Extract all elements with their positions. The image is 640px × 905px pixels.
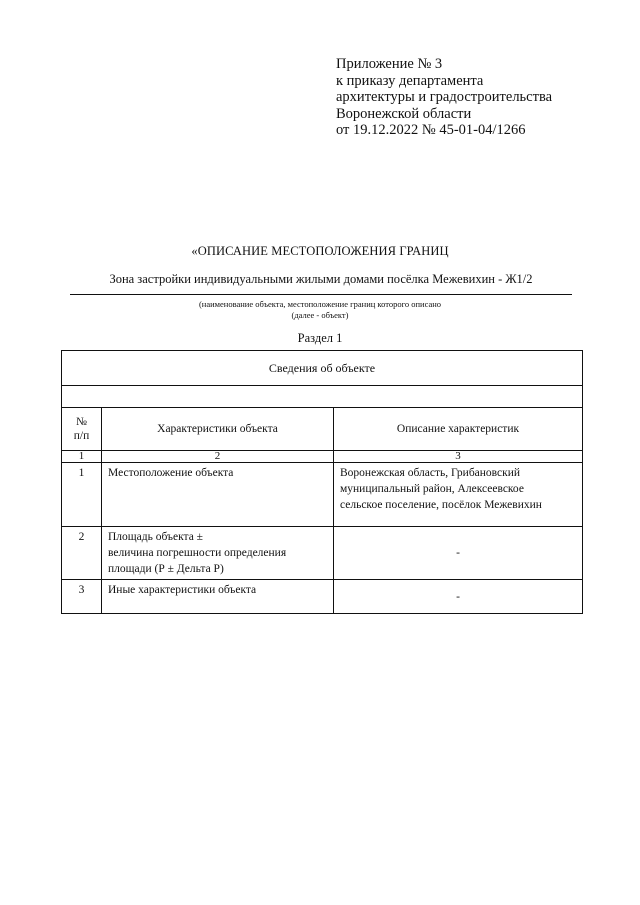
object-info-table	[61, 350, 583, 614]
table-row	[62, 463, 583, 527]
table-header-row	[62, 351, 583, 386]
row-description	[334, 463, 583, 527]
caption-line: (наименование объекта, местоположение границ которого описано	[198, 299, 442, 309]
object-name-underline	[70, 294, 572, 295]
table-empty-row	[62, 386, 583, 408]
appendix-line: к приказу департамента	[336, 72, 484, 89]
column-header-number	[62, 408, 102, 451]
row-characteristic-line: Площадь объекта ±	[108, 531, 203, 543]
object-name-caption	[0, 299, 640, 321]
row-description-line: Воронежская область, Грибановский	[340, 467, 521, 479]
row-characteristic-line: величина погрешности определения	[108, 547, 287, 559]
appendix-block	[336, 56, 552, 139]
table-header: Сведения об объекте	[62, 351, 583, 386]
appendix-order-line: от 19.12.2022 № 45-01-04/1266	[336, 122, 526, 138]
row-number: 2	[62, 527, 102, 580]
row-description: -	[334, 580, 583, 614]
table-empty-cell	[62, 386, 583, 408]
column-header-characteristics: Характеристики объекта	[102, 408, 334, 451]
table-row	[62, 580, 583, 614]
row-number: 1	[62, 463, 102, 527]
appendix-line: архитектуры и градостроительства	[336, 89, 553, 105]
row-characteristic: Местоположение объекта	[102, 463, 334, 527]
column-number: 3	[334, 451, 583, 463]
row-number: 3	[62, 580, 102, 614]
column-number: 1	[62, 451, 102, 463]
appendix-line: Приложение № 3	[336, 56, 443, 72]
column-header-number-line1: №	[76, 416, 87, 428]
section-heading: Раздел 1	[297, 331, 343, 345]
row-characteristic	[102, 527, 334, 580]
caption-line: (далее - объект)	[291, 310, 349, 320]
column-number: 2	[102, 451, 334, 463]
table-row	[62, 527, 583, 580]
column-number-row	[62, 451, 583, 463]
column-header-number-line2: п/п	[73, 430, 90, 442]
row-characteristic-line: площади (Р ± Дельта Р)	[108, 563, 224, 575]
appendix-line: Воронежской области	[336, 105, 472, 122]
row-description: -	[334, 527, 583, 580]
column-header-description: Описание характеристик	[334, 408, 583, 451]
object-name: Зона застройки индивидуальными жилыми домами посёлка Межевихин - Ж1/2	[109, 272, 533, 286]
row-description-line: муниципальный район, Алексеевское	[340, 483, 524, 495]
row-characteristic: Иные характеристики объекта	[102, 580, 334, 614]
column-header-row	[62, 408, 583, 451]
document-title: «ОПИСАНИЕ МЕСТОПОЛОЖЕНИЯ ГРАНИЦ	[191, 244, 449, 258]
row-description-line: сельское поселение, посёлок Межевихин	[340, 499, 542, 511]
